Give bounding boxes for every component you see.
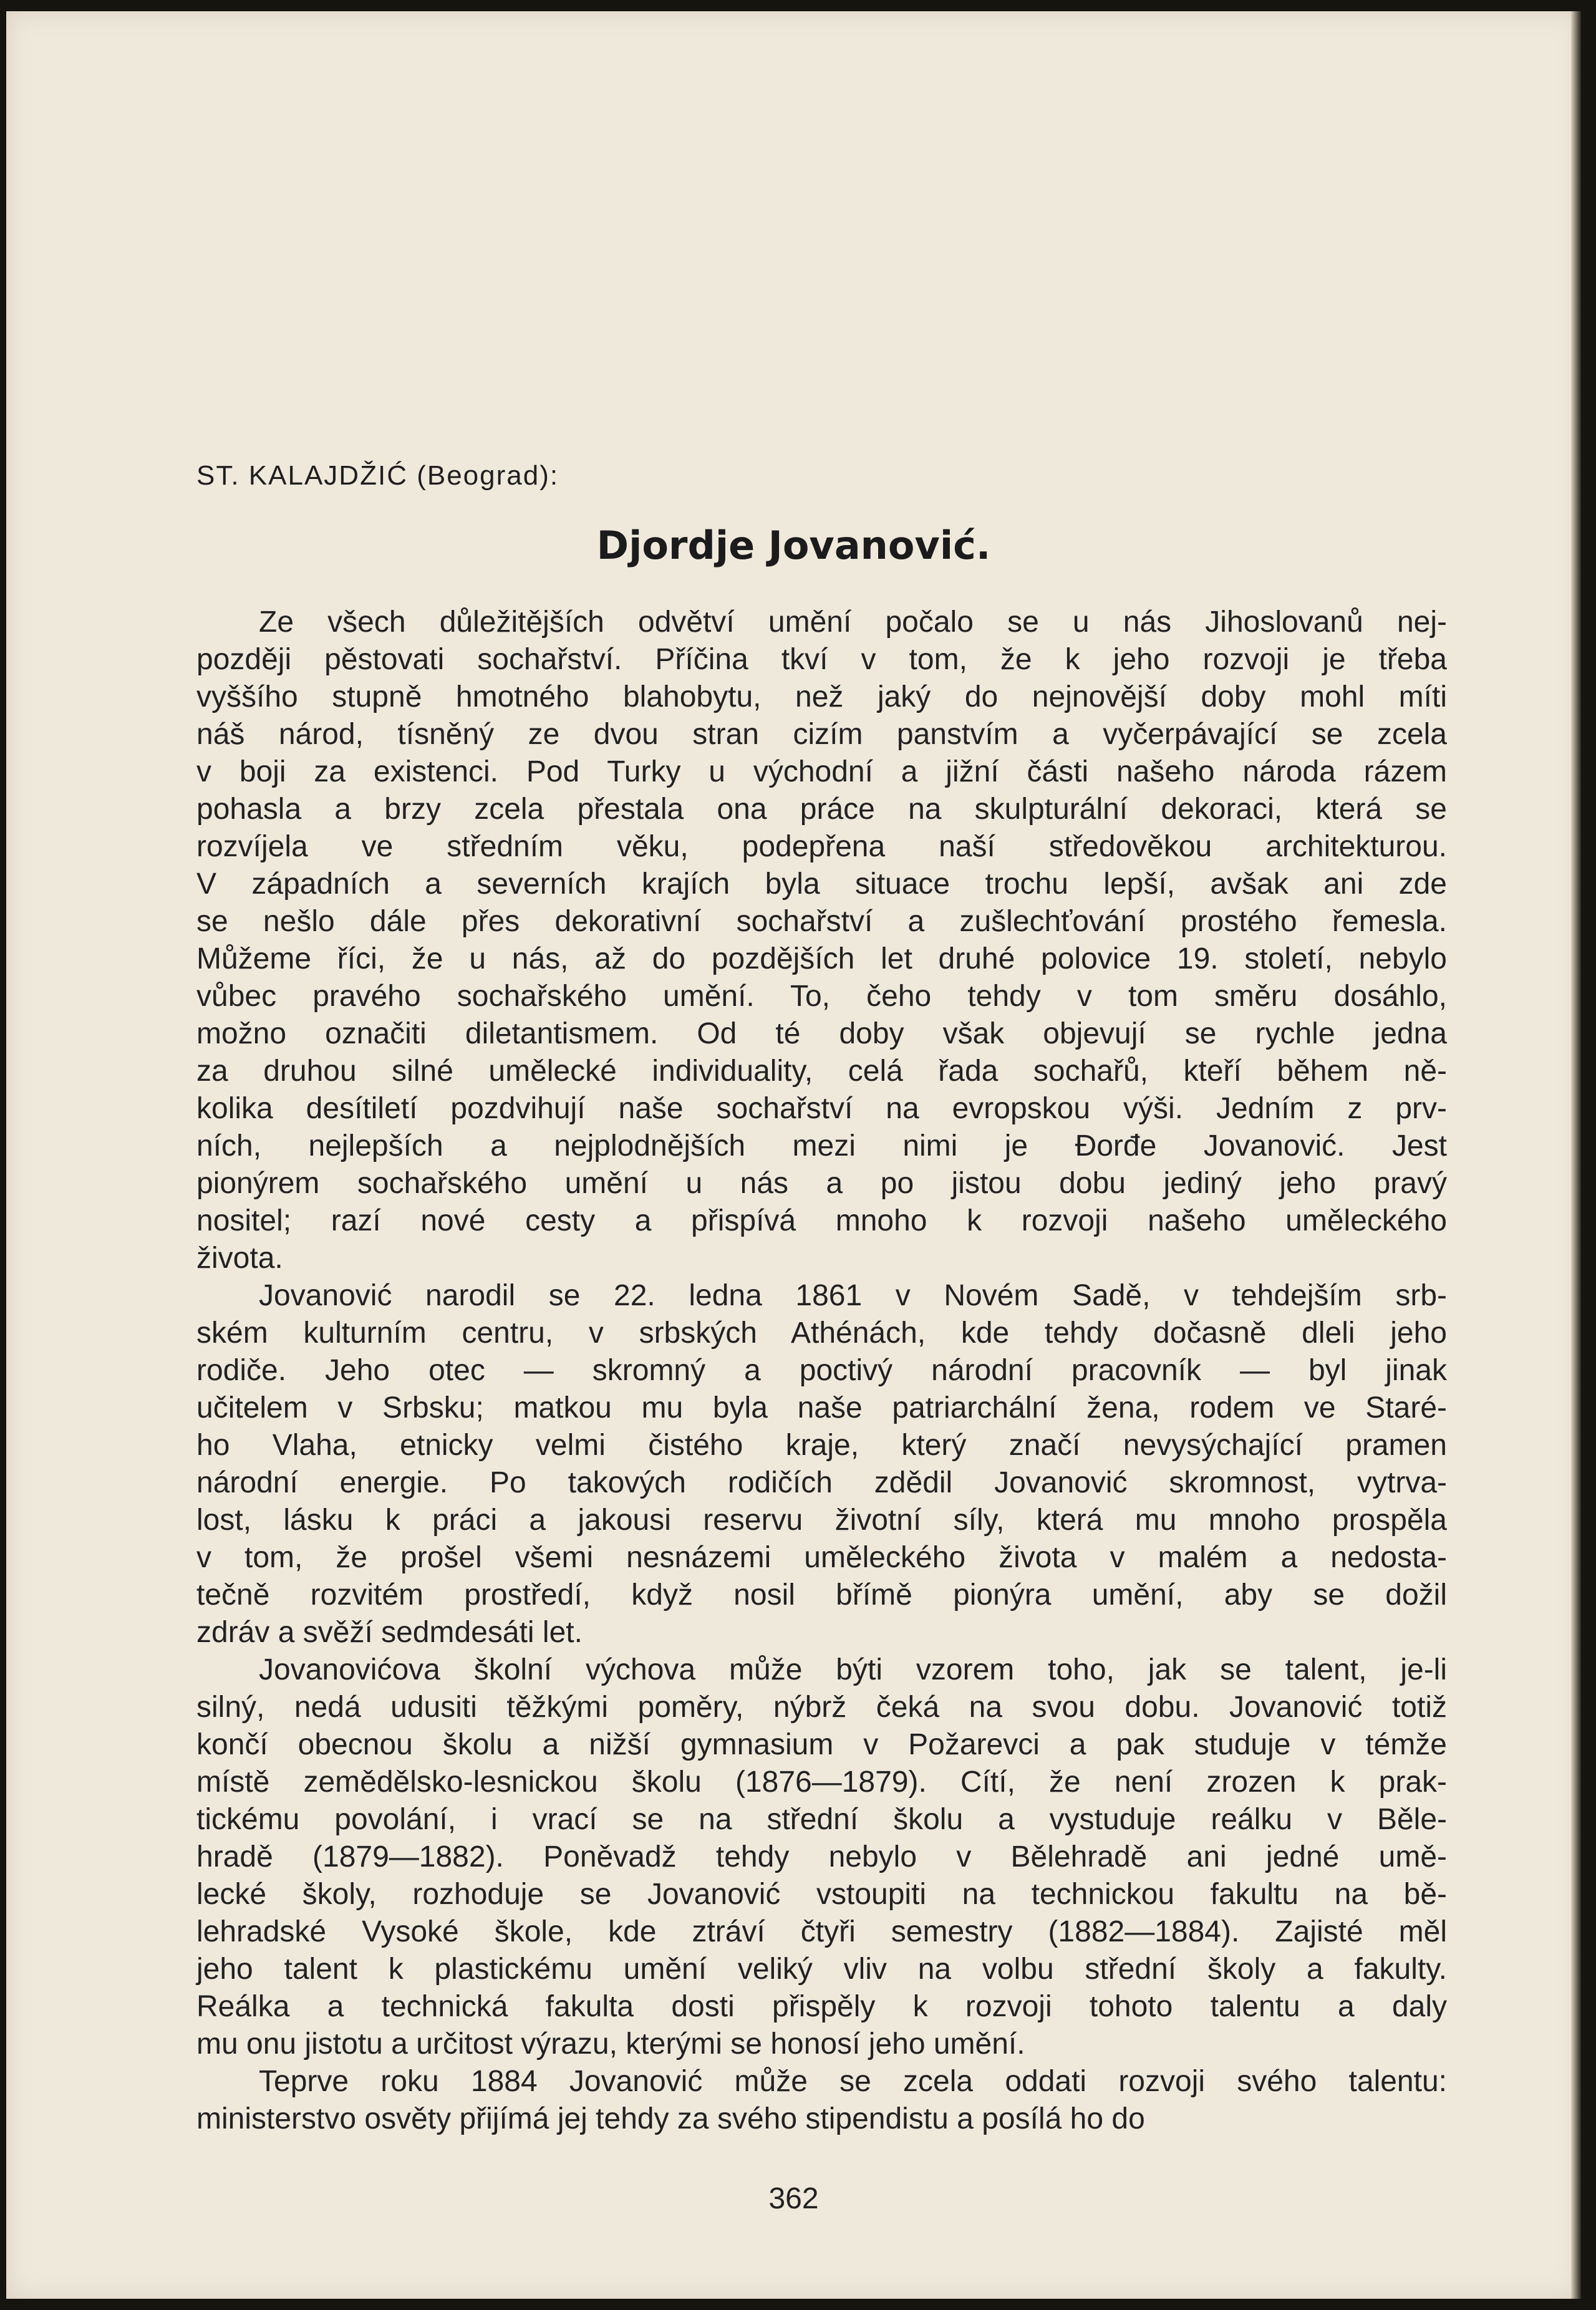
- text-line: pionýrem sochařského umění u nás a po jistou dobu jediný jeho pravý: [196, 1167, 1447, 1200]
- text-line: Můžeme říci, že u nás, až do pozdějších let druhé polovice 19. století, nebylo: [196, 942, 1447, 975]
- text-line: rodiče. Jeho otec — skromný a poctivý národní pracovník — byl jinak: [196, 1354, 1447, 1387]
- text-line: v boji za existenci. Pod Turky u východní a jižní části našeho národa rázem: [196, 755, 1447, 788]
- text-line: ském kulturním centru, v srbských Athénách, kde tehdy dočasně dleli jeho: [196, 1317, 1447, 1350]
- text-line: lecké školy, rozhoduje se Jovanović vstoupiti na technickou fakultu na bě-: [196, 1878, 1447, 1911]
- text-line: vůbec pravého sochařského umění. To, čeho tehdy v tom směru dosáhlo,: [196, 980, 1447, 1013]
- text-line: tickému povolání, i vrací se na střední školu a vystuduje reálku v Běle-: [196, 1803, 1447, 1836]
- text-line: lost, lásku k práci a jakousi reservu životní síly, která mu mnoho prospěla: [196, 1504, 1447, 1537]
- text-line: vyššího stupně hmotného blahobytu, než jaký do nejnovější doby mohl míti: [196, 680, 1447, 713]
- text-line: Ze všech důležitějších odvětví umění počalo se u nás Jihoslovanů nej-: [259, 606, 1447, 639]
- text-line: v tom, že prošel všemi nesnázemi uměleckého života v malém a nedosta-: [196, 1541, 1447, 1574]
- text-line: místě zemědělsko-lesnickou školu (1876—1879). Cítí, že není zrozen k prak-: [196, 1766, 1447, 1799]
- text-line: náš národ, tísněný ze dvou stran cizím panstvím a vyčerpávající se zcela: [196, 718, 1447, 751]
- text-line: tečně rozvitém prostředí, když nosil břímě pionýra umění, aby se dožil: [196, 1578, 1447, 1612]
- text-line: lehradské Vysoké škole, kde ztráví čtyři semestry (1882—1884). Zajisté měl: [196, 1915, 1447, 1948]
- text-line: Teprve roku 1884 Jovanović může se zcela oddati rozvoji svého talentu:: [259, 2065, 1447, 2098]
- text-line: možno označiti diletantismem. Od té doby však objevují se rychle jedna: [196, 1017, 1447, 1050]
- text-line: nositel; razí nové cesty a přispívá mnoho k rozvoji našeho uměleckého: [196, 1204, 1447, 1237]
- text-line: kolika desítiletí pozdvihují naše sochařství na evropskou výši. Jedním z prv-: [196, 1092, 1447, 1125]
- text-line: ních, nejlepších a nejplodnějších mezi nimi je Đorđe Jovanović. Jest: [196, 1129, 1447, 1162]
- page-number: 362: [768, 2182, 819, 2215]
- text-line: hradě (1879—1882). Poněvadž tehdy nebylo v Bělehradě ani jedné umě-: [196, 1840, 1447, 1873]
- text-line: učitelem v Srbsku; matkou mu byla naše patriarchální žena, rodem ve Staré-: [196, 1391, 1447, 1424]
- text-line: národní energie. Po takových rodičích zdědil Jovanović skromnost, vytrva-: [196, 1466, 1447, 1499]
- text-line: později pěstovati sochařství. Příčina tkví v tom, že k jeho rozvoji je třeba: [196, 643, 1447, 676]
- text-line: jeho talent k plastickému umění veliký vliv na volbu střední školy a fakulty.: [196, 1953, 1447, 1986]
- text-line: Jovanović narodil se 22. ledna 1861 v Novém Sadě, v tehdejším srb-: [259, 1279, 1447, 1312]
- text-line: Jovanovićova školní výchova může býti vzorem toho, jak se talent, je-li: [259, 1653, 1447, 1686]
- page-edge: [1571, 11, 1581, 2299]
- text-line: končí obecnou školu a nižší gymnasium v Požarevci a pak studuje v témže: [196, 1728, 1447, 1761]
- text-line: mu onu jistotu a určitost výrazu, kterými se honosí jeho umění.: [196, 2027, 1025, 2061]
- text-line: života.: [196, 1242, 283, 1275]
- article-body: [196, 604, 1447, 2138]
- text-line: ho Vlaha, etnicky velmi čistého kraje, který značí nevysýchající pramen: [196, 1429, 1447, 1462]
- text-line: za druhou silné umělecké individuality, celá řada sochařů, kteří během ně-: [196, 1055, 1447, 1088]
- text-line: zdráv a svěží sedmdesáti let.: [196, 1616, 583, 1649]
- text-line: pohasla a brzy zcela přestala ona práce na skulpturální dekoraci, která se: [196, 793, 1447, 826]
- text-line: se nešlo dále přes dekorativní sochařství a zušlechťování prostého řemesla.: [196, 905, 1447, 938]
- text-line: silný, nedá udusiti těžkými poměry, nýbrž čeká na svou dobu. Jovanović totiž: [196, 1691, 1447, 1724]
- book-page: [6, 11, 1581, 2299]
- text-line: ministerstvo osvěty přijímá jej tehdy za svého stipendistu a posílá ho do: [196, 2102, 1145, 2135]
- article-title: Djordje Jovanović.: [596, 523, 991, 568]
- text-line: rozvíjela ve středním věku, podepřena naší středověkou architekturou.: [196, 830, 1447, 863]
- author-byline: ST. KALAJDŽIĆ (Beograd):: [196, 460, 559, 491]
- text-line: Reálka a technická fakulta dosti přispěly k rozvoji tohoto talentu a daly: [196, 1990, 1447, 2023]
- text-line: V západních a severních krajích byla situace trochu lepší, avšak ani zde: [196, 867, 1447, 901]
